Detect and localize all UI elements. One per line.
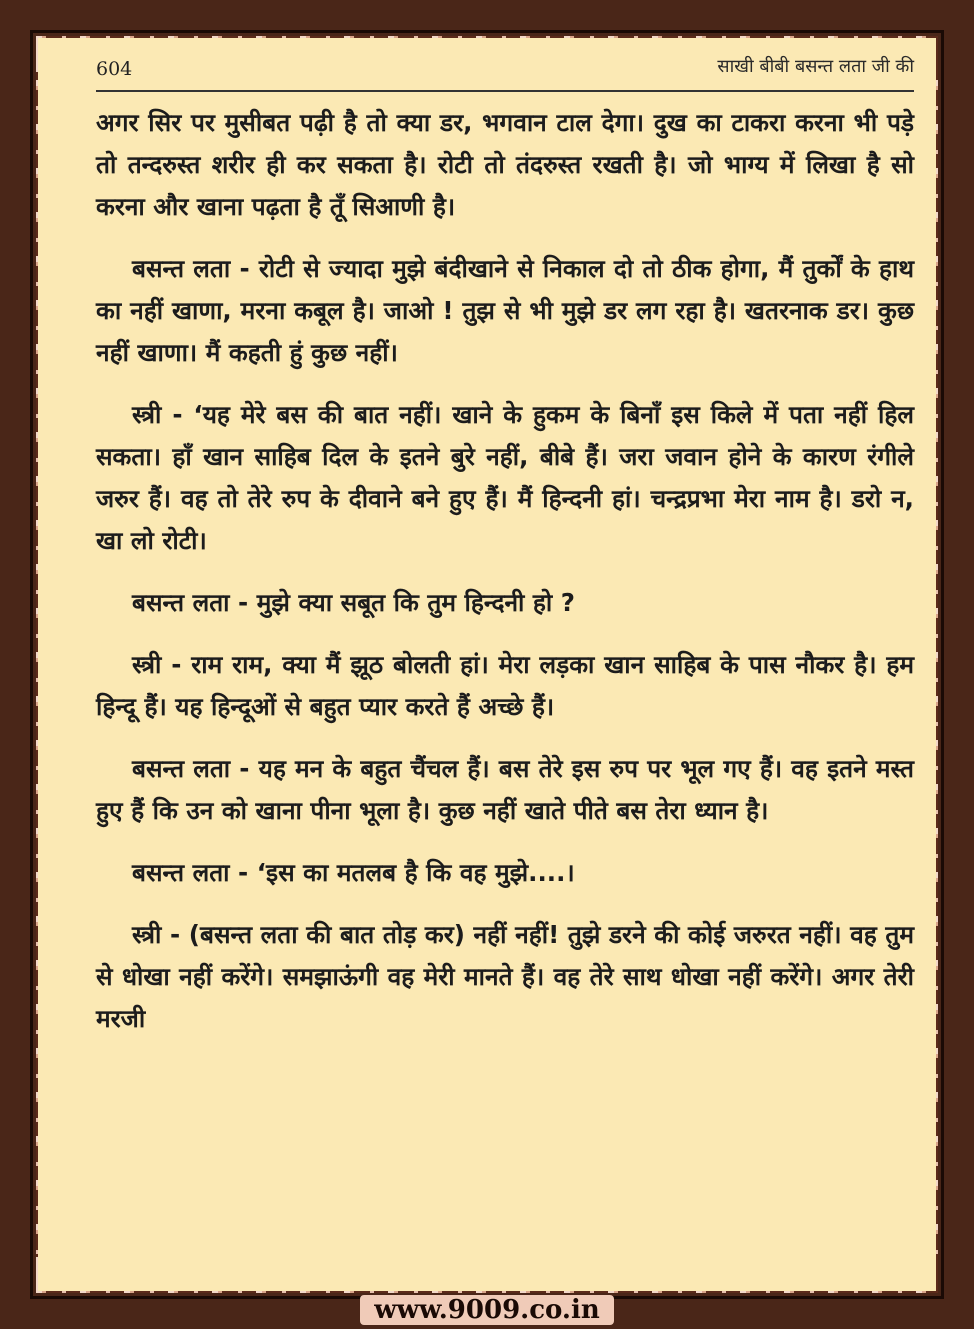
page-body [96,102,914,1060]
paragraph: स्त्री - (बसन्त लता की बात तोड़ कर) नहीं नहीं! तुझे डरने की कोई जरुरत नहीं। वह तुम से धोखा नहीं करेंगे। समझाऊंगी वह मेरी मानते हैं। वह तेरे साथ धोखा नहीं करेंगे। अगर तेरी मरजी [96,920,914,1033]
paragraph: अगर सिर पर मुसीबत पढ़ी है तो क्या डर, भगवान टाल देगा। दुख का टाकरा करना भी पड़े तो तन्दरुस्त शरीर ही कर सकता है। रोटी तो तंदरुस्त रखती है। जो भाग्य में लिखा है सो करना और खाना पढ़ता है तूँ सिआणी है। [96,108,914,221]
paragraph: बसन्त लता - ‘इस का मतलब है कि वह मुझे....। [132,858,575,887]
paragraph: बसन्त लता - मुझे क्या सबूत कि तुम हिन्दनी हो ? [132,588,576,617]
website-link[interactable]: www.9009.co.in [360,1295,614,1325]
paragraph: स्त्री - राम राम, क्या मैं झूठ बोलती हां। मेरा लड़का खान साहिब के पास नौकर है। हम हिन्दू हैं। यह हिन्दूओं से बहुत प्यार करते हैं अच्छे हैं। [96,650,914,721]
paragraph: स्त्री - ‘यह मेरे बस की बात नहीं। खाने के हुकम के बिनाँ इस किले में पता नहीं हिल सकता। हाँ खान साहिब दिल के इतने बुरे नहीं, बीबे हैं। जरा जवान होने के कारण रंगीले जरुर हैं। वह तो तेरे रुप के दीवाने बने हुए हैं। मैं हिन्दनी हां। चन्द्रप्रभा मेरा नाम है। डरो न, खा लो रोटी। [96,400,914,555]
paragraph: बसन्त लता - यह मन के बहुत चैंचल हैं। बस तेरे इस रुप पर भूल गए हैं। वह इतने मस्त हुए हैं कि उन को खाना पीना भूला है। कुछ नहीं खाते पीते बस तेरा ध्यान है। [96,754,914,825]
page-header [96,52,914,92]
running-title: साखी बीबी बसन्त लता जी की [717,56,914,77]
page-number: 604 [96,58,133,80]
book-page [38,38,936,1291]
header-rule [96,90,914,92]
paragraph: बसन्त लता - रोटी से ज्यादा मुझे बंदीखाने से निकाल दो तो ठीक होगा, मैं तुर्कों के हाथ का नहीं खाणा, मरना कबूल है। जाओ ! तुझ से भी मुझे डर लग रहा है। खतरनाक डर। कुछ नहीं खाणा। मैं कहती हुं कुछ नहीं। [96,254,914,367]
page-footer [0,1291,974,1329]
